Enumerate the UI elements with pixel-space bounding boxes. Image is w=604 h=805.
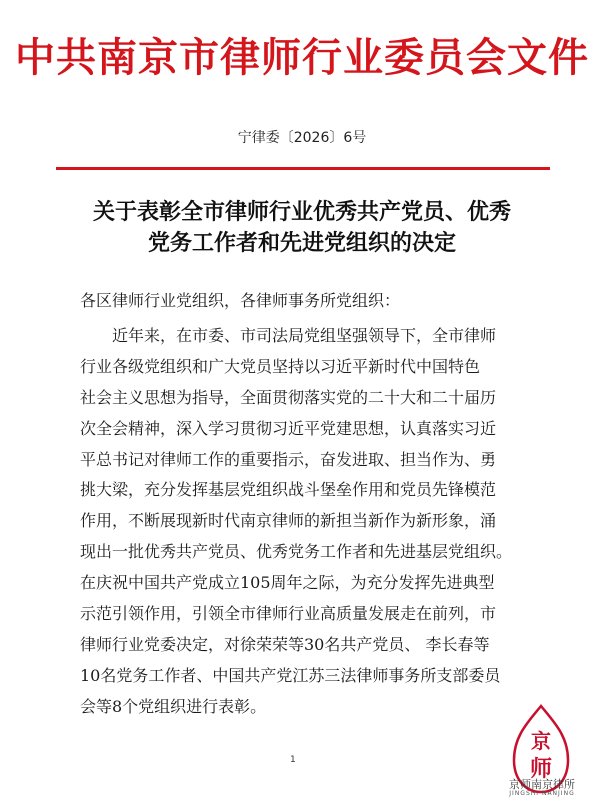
document-title	[50, 197, 554, 259]
body-line: 社会主义思想为指导，全面贯彻落实党的二十大和二十届历	[80, 387, 497, 407]
body-line: 10名党务工作者、中国共产党江苏三法律师事务所支部委员	[80, 665, 501, 685]
document-number: 宁律委〔2026〕6号	[237, 130, 367, 146]
title-line: 党务工作者和先进党组织的决定	[147, 230, 456, 256]
body-line: 示范引领作用，引领全市律师行业高质量发展走在前列，市	[80, 604, 497, 624]
body-line: 近年来，在市委、市司法局党组坚强领导下，全市律师	[112, 326, 497, 345]
logo-glyph-top: 京	[531, 729, 551, 753]
brand-name: 京师南京律所	[509, 778, 575, 791]
body-line: 平总书记对律师工作的重要指示，奋发进取、担当作为、勇	[80, 449, 497, 469]
body-line: 在庆祝中国共产党成立105周年之际，为充分发挥先进典型	[80, 573, 495, 593]
logo-glyph-bottom: 师	[529, 756, 553, 782]
title-line: 关于表彰全市律师行业优秀共产党员、优秀	[92, 199, 511, 225]
body-line: 会等8个党组织进行表彰。	[80, 696, 267, 716]
red-divider	[56, 167, 550, 170]
body-text	[80, 321, 540, 723]
body-line: 现出一批优秀共产党员、优秀党务工作者和先进基层党组织。	[80, 542, 513, 562]
salutation: 各区律师行业党组织，各律师事务所党组织：	[80, 291, 401, 310]
body-line: 挑大梁，充分发挥基层党组织战斗堡垒作用和党员先锋模范	[80, 480, 497, 500]
brand-subtitle: JINGSHI·NANJING	[509, 790, 575, 797]
body-line: 次全会精神，深入学习贯彻习近平党建思想，认真落实习近	[80, 418, 497, 438]
masthead-title: 中共南京市律师行业委员会文件	[15, 34, 589, 81]
body-line: 行业各级党组织和广大党员坚持以习近平新时代中国特色	[80, 356, 481, 376]
page-number: 1	[290, 755, 296, 765]
body-line: 律师行业党委决定，对徐荣荣等30名共产党员、 李长春等	[80, 634, 490, 654]
body-line: 作用，不断展现新时代南京律师的新担当新作为新形象，涌	[80, 511, 497, 531]
